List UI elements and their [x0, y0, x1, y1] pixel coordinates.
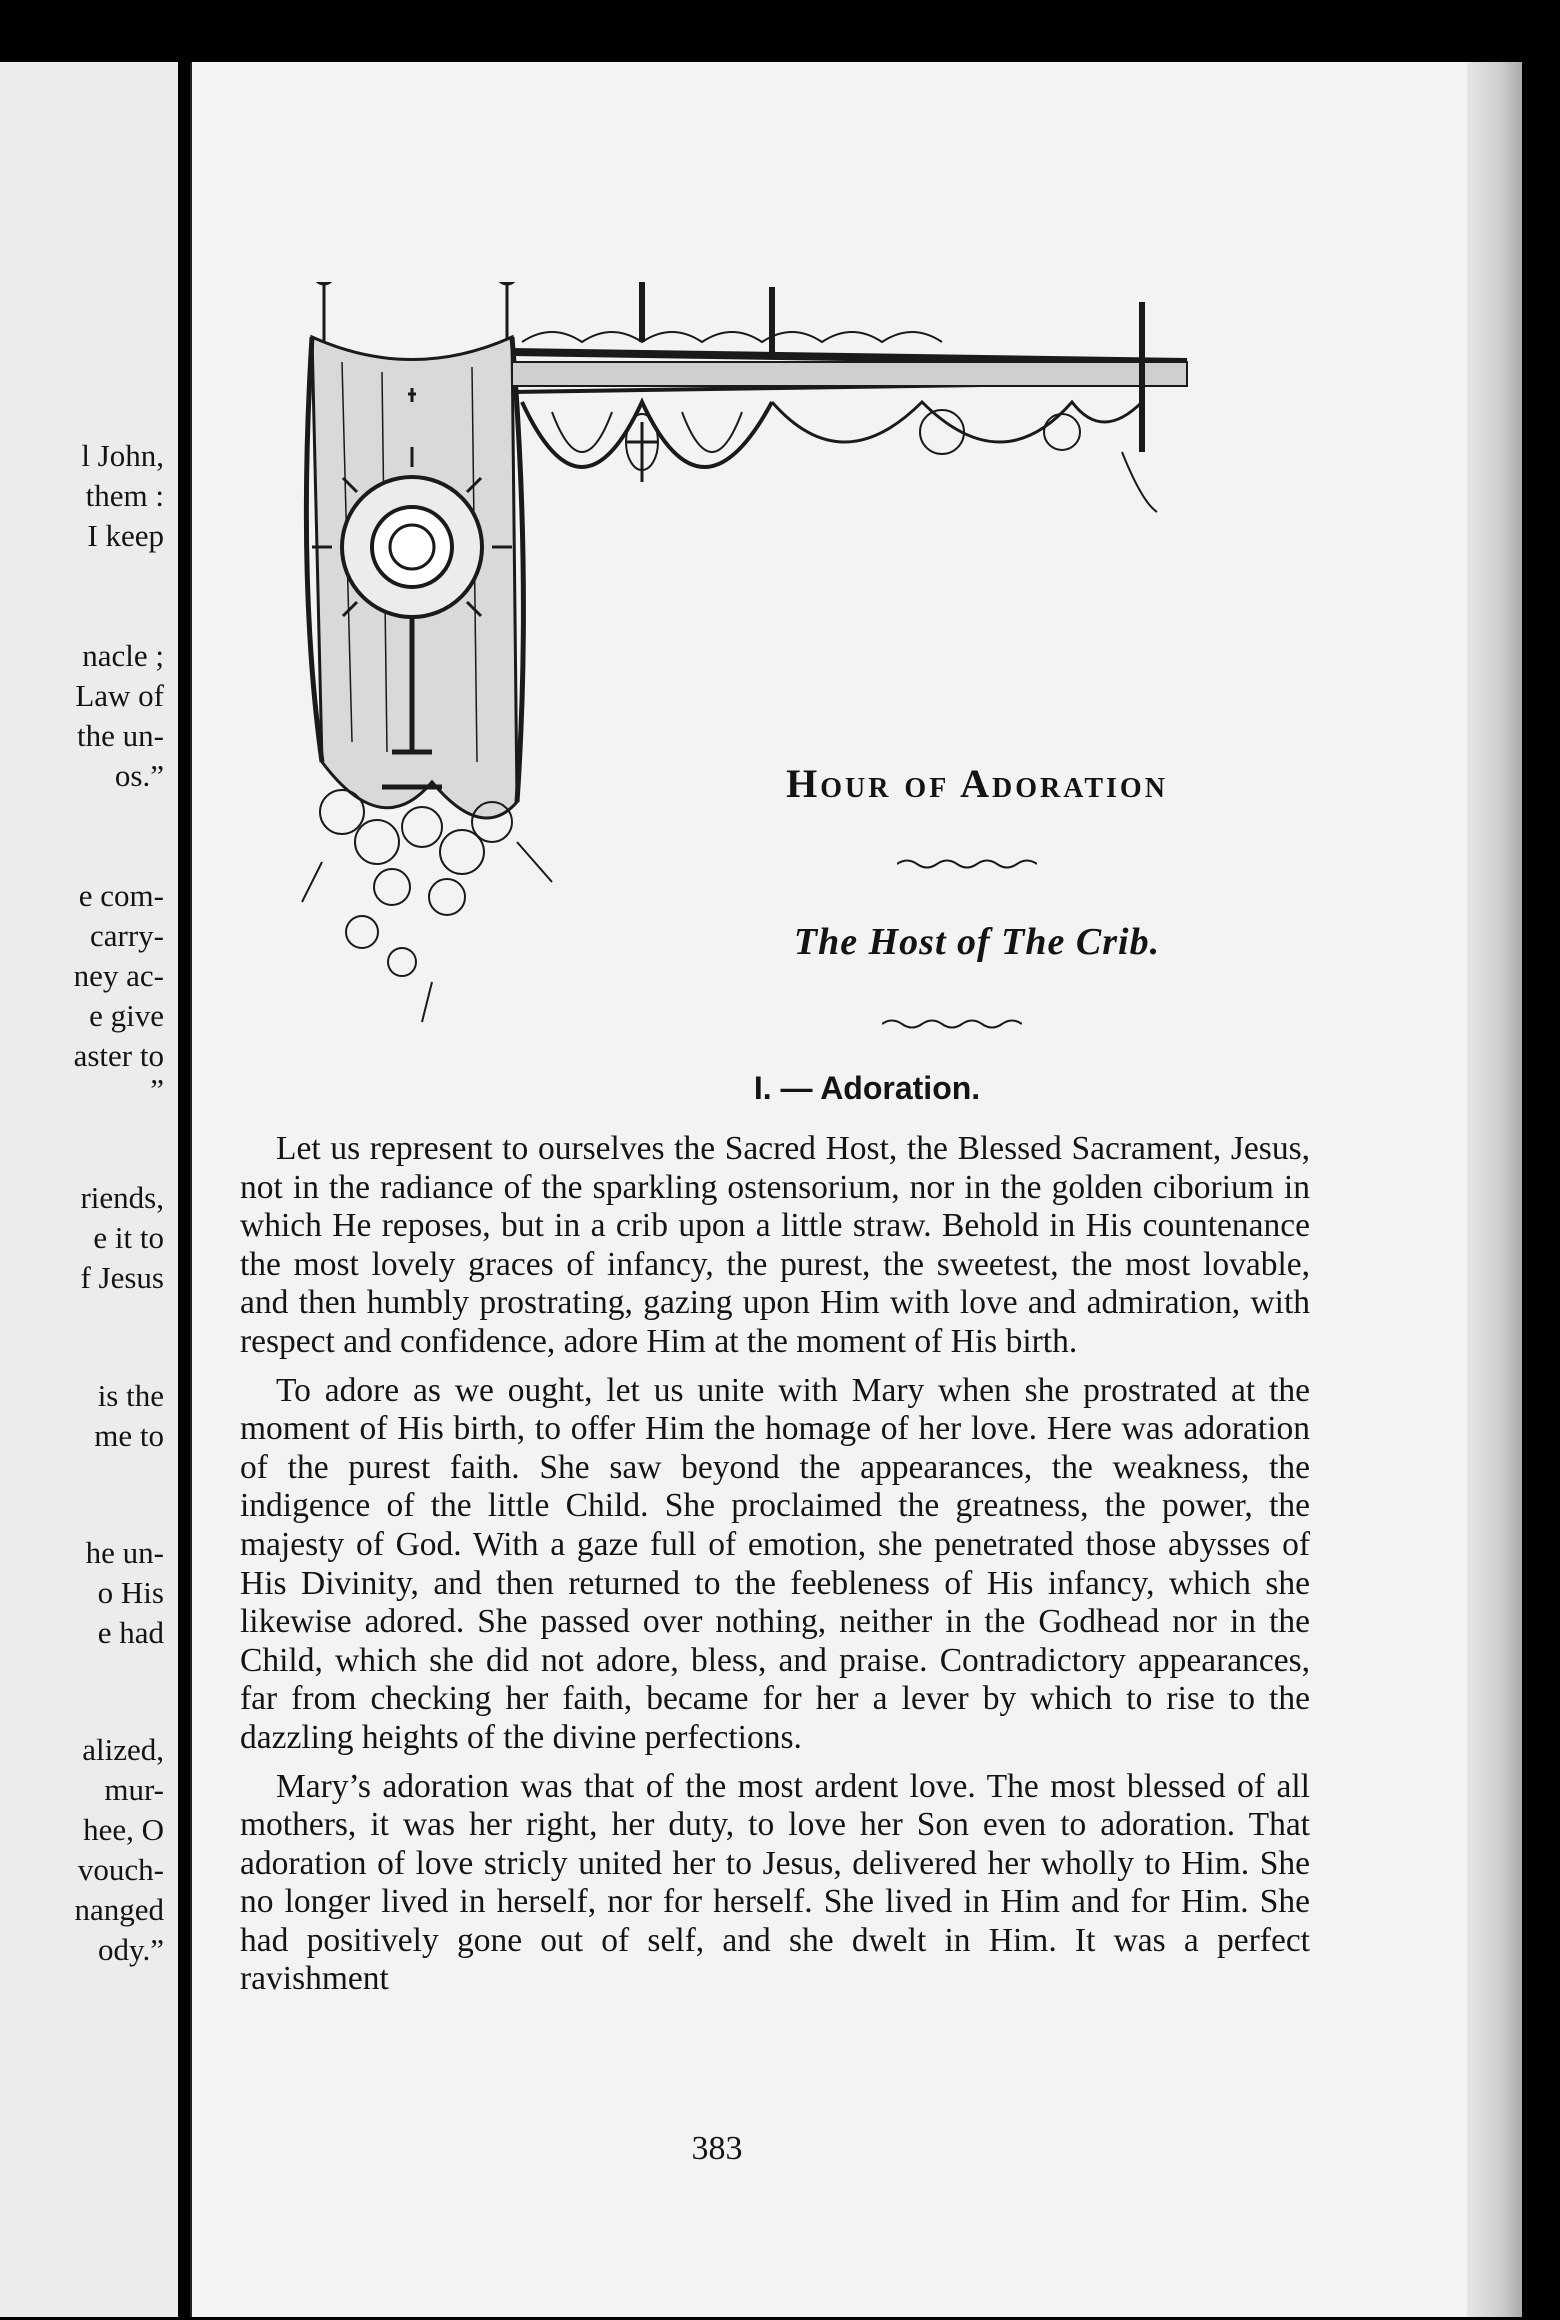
page-edge-shadow — [1467, 62, 1522, 2317]
facing-page-line: I keep — [87, 518, 164, 553]
facing-page-line: mur- — [104, 1772, 164, 1807]
facing-page-line: e it to — [93, 1220, 164, 1255]
facing-page-line: he un- — [85, 1535, 164, 1570]
facing-page-line: os.” — [114, 758, 164, 793]
facing-page-line: carry- — [90, 918, 164, 953]
facing-page-line: Law of — [75, 678, 164, 713]
facing-page-line: e had — [97, 1615, 164, 1650]
facing-page — [0, 62, 178, 2317]
chapter-subtitle: The Host of The Crib. — [793, 921, 1161, 963]
facing-page-line: e give — [89, 998, 164, 1033]
facing-page-line: riends, — [80, 1180, 164, 1215]
facing-page-line: ” — [150, 1072, 164, 1107]
chapter-title: Hour of Adoration — [786, 761, 1168, 806]
facing-page-line: e com- — [78, 878, 164, 913]
facing-page-line: nacle ; — [82, 638, 164, 673]
body-text — [240, 1130, 1310, 2009]
paragraph: Let us represent to ourselves the Sacred Host, the Blessed Sacrament, Jesus, not in the radiance of the sparkling ostensorium, nor in the golden ciborium in which He reposes, but in a crib upon a little straw. Behold in His countenance the most lovely graces of infancy, the purest, the sweetest, the most lovable, and then humbly prostrating, gazing upon Him with love and admiration, with respect and confidence, adore Him at the moment of His birth. — [240, 1130, 1310, 1360]
book-page — [190, 62, 1522, 2317]
paragraph: Mary’s adoration was that of the most ardent love. The most blessed of all mothers, it was her right, her duty, to love her Son even to adoration. That adoration of love stricly united her to Jesus, delivered her wholly to Him. She no longer lived in herself, nor for herself. She lived in Him and for Him. She had positively gone out of self, and she dwelt in Him. It was a perfect ravishment — [240, 1767, 1310, 1998]
paragraph: To adore as we ought, let us unite with Mary when she prostrated at the moment of His birth, to offer Him the homage of her love. Here was adoration of the purest faith. She saw beyond the appearances, the weakness, the indigence of the little Child. She proclaimed the greatness, the power, the majesty of God. With a gaze full of emotion, she penetrated those abysses of His Divinity, and then returned to the feebleness of His infancy, which she likewise adored. She passed over nothing, neither in the Godhead nor in the Child, which she did not adore, bless, and praise. Contradictory appearances, far from checking her faith, became for her a lever by which to rise to the dazzling heights of the divine perfections. — [240, 1371, 1310, 1756]
facing-page-line: ody.” — [98, 1932, 164, 1967]
facing-page-line: them : — [85, 478, 164, 513]
divider-flourish — [882, 1017, 1022, 1031]
facing-page-line: aster to — [73, 1038, 164, 1073]
facing-page-line: o His — [97, 1575, 164, 1610]
facing-page-line: the un- — [77, 718, 164, 753]
facing-page-line: l John, — [81, 438, 164, 473]
divider-flourish — [897, 857, 1037, 871]
facing-page-line: f Jesus — [80, 1260, 164, 1295]
page-number: 383 — [691, 2130, 743, 2167]
facing-page-line: is the — [97, 1378, 164, 1413]
section-heading: I. — Adoration. — [753, 1070, 981, 1106]
facing-page-line: me to — [94, 1418, 164, 1453]
facing-page-line: hee, O — [83, 1812, 164, 1847]
facing-page-line: alized, — [82, 1732, 164, 1767]
facing-page-line: nanged — [74, 1892, 164, 1927]
facing-page-line: ney ac- — [73, 958, 164, 993]
facing-page-line: vouch- — [77, 1852, 164, 1887]
